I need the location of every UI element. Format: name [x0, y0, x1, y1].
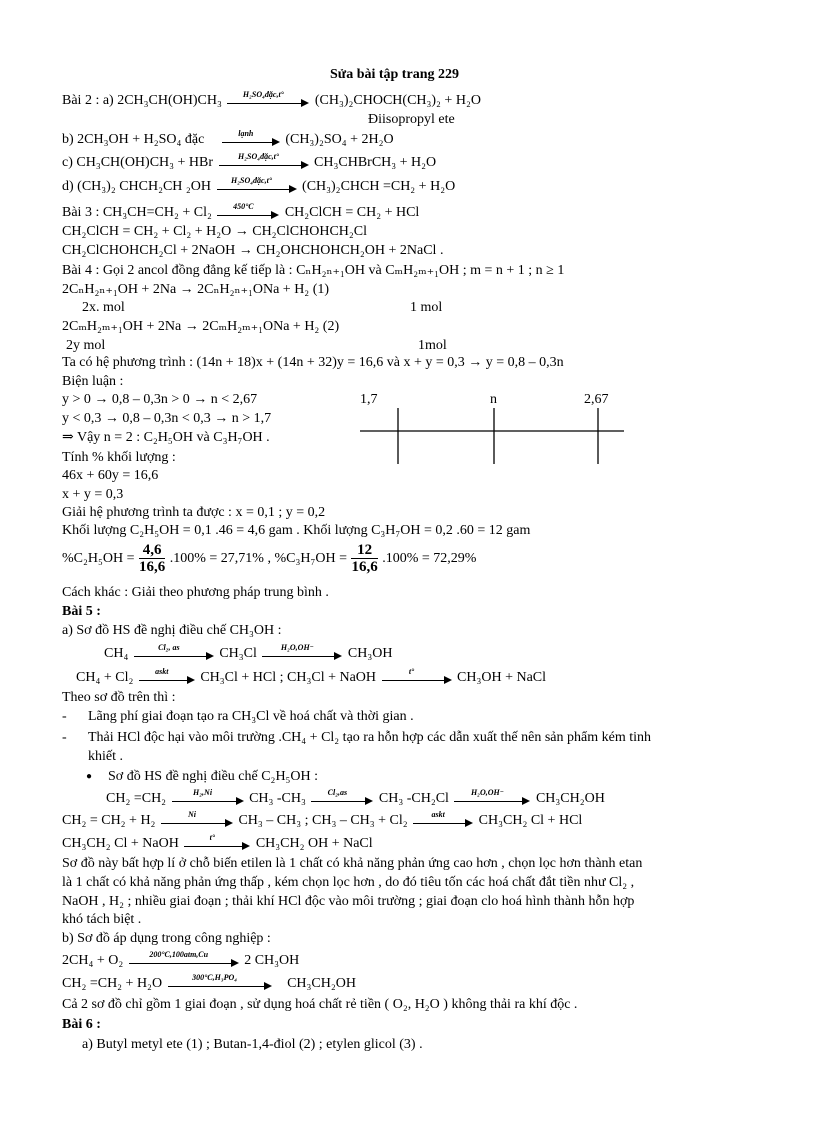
arrow-label: t° [209, 832, 216, 842]
reaction-arrow [161, 809, 233, 829]
arrow-label: askt [431, 809, 445, 819]
frac-den: 16,6 [139, 559, 166, 576]
reaction-arrow [454, 787, 530, 807]
bullet-icon: ● [86, 771, 93, 782]
species: 2 CH₃OH [244, 953, 300, 968]
bai4-intro: Bài 4 : Gọi 2 ancol đồng đẳng kế tiếp là : CₙH₂ₙ₊₁OH và CₘH₂ₘ₊₁OH ; m = n + 1 ; n ≥ 1 [62, 263, 565, 278]
species: CH₃ -CH₃ [249, 791, 306, 806]
eq-4-2: 2CₘH₂ₘ₊₁OH + 2Na → 2CₘH₂ₘ₊₁ONa + H₂ (2) [62, 319, 340, 334]
species: CH₃OH [347, 646, 393, 661]
eq-mol: x + y = 0,3 [62, 487, 124, 502]
cond-1: y > 0 → 0,8 – 0,3n > 0 → n < 2,67 [62, 392, 258, 407]
reaction-arrow [382, 666, 452, 686]
species: CH₄ + Cl₂ [76, 670, 134, 685]
species: CH₃Cl [219, 646, 257, 661]
bai5a: a) Sơ đồ HS đề nghị điều chế CH₃OH : [62, 623, 282, 638]
system-eq: Ta có hệ phương trình : (14n + 18)x + (14n + 32)y = 16,6 và x + y = 0,3 → y = 0,8 – 0,3n [62, 355, 564, 370]
scheme-c2h5oh-detail-1 [62, 809, 583, 830]
species: CH₃CH₂ Cl + NaOH [62, 836, 179, 851]
reaction-arrow [227, 89, 309, 109]
pct-mid: .100% = 27,71% , %C₃H₇OH = [169, 551, 347, 566]
scheme-ch3oh [104, 642, 393, 663]
eq-3a [62, 201, 420, 222]
species: CH₃CH₂OH [287, 976, 356, 991]
species: CH₃ -CH₂Cl [378, 791, 449, 806]
para-1: Sơ đồ này bất hợp lí ở chỗ biến etilen là 1 chất có khả năng phản ứng cao hơn , chọn lọc hơn thành etan [62, 856, 643, 871]
frac-den: 16,6 [351, 559, 378, 576]
reaction-arrow [219, 151, 309, 171]
reaction-arrow [139, 666, 195, 686]
mol-x: 2x. mol [82, 300, 125, 315]
bai5-heading: Bài 5 : [62, 604, 101, 619]
eq-2a-left: Bài 2 : a) 2CH₃CH(OH)CH₃ [62, 93, 222, 108]
reaction-arrow [413, 809, 473, 829]
product-name: Điisopropyl ete [368, 112, 455, 127]
industry-1 [62, 949, 300, 970]
cach-khac: Cách khác : Giải theo phương pháp trung bình . [62, 585, 329, 600]
nl-label-n: n [490, 392, 497, 407]
conclusion-n: ⇒ Vậy n = 2 : C₂H₅OH và C₃H₇OH . [62, 430, 270, 445]
eq-2c [62, 151, 437, 172]
industry-2 [62, 972, 356, 993]
eq-2d-left: d) (CH₃)₂ CHCH₂CH ₂OH [62, 179, 212, 194]
arrow-label: Ni [187, 809, 196, 819]
bai6a: a) Butyl metyl ete (1) ; Butan-1,4-điol (2) ; etylen glicol (3) . [82, 1037, 423, 1052]
species: CH₄ [104, 646, 129, 661]
para-4: khó tách biệt . [62, 912, 142, 927]
mol-1: 1 mol [410, 300, 443, 315]
scheme-c2h5oh-title: Sơ đồ HS đề nghị điều chế C₂H₅OH : [108, 769, 319, 784]
arrow-label: H₂SO₄đặc,t° [238, 151, 280, 161]
bai5b: b) Sơ đồ áp dụng trong công nghiệp : [62, 931, 271, 946]
arrow-label: 200°C,100atm,Cu [149, 949, 209, 959]
arrow-label: 300°C,H₃PO₄ [192, 972, 238, 982]
eq-2c-left: c) CH₃CH(OH)CH₃ + HBr [62, 155, 214, 170]
species: CH₃ – CH₃ ; CH₃ – CH₃ + Cl₂ [238, 813, 408, 828]
arrow-label: H₂SO₄đặc,t° [231, 175, 273, 185]
arrow-label: H₂O,OH⁻ [470, 787, 504, 797]
reaction-arrow [184, 832, 250, 852]
eq-2b [62, 128, 394, 149]
reaction-arrow [168, 972, 272, 992]
species: CH₃CH₂ Cl + HCl [478, 813, 583, 828]
para-2: là 1 chất có khả năng phản ứng thấp , kém chọn lọc hơn , do đó tiêu tốn các hoá chất đắt tiền như Cl₂ , [62, 875, 635, 890]
summary: Cả 2 sơ đồ chỉ gồm 1 giai đoạn , sử dụng hoá chất rẻ tiền ( O₂, H₂O ) không thải ra khí độc . [62, 997, 578, 1012]
theo-so-do: Theo sơ đồ trên thì : [62, 690, 176, 705]
scheme-c2h5oh [106, 787, 605, 808]
species: CH₃CH₂ OH + NaCl [255, 836, 373, 851]
pct-heading: Tính % khối lượng : [62, 450, 176, 465]
mol-2: 1mol [418, 338, 447, 353]
fraction-1 [139, 542, 165, 575]
species: CH₂ =CH₂ + H₂O [62, 976, 163, 991]
reaction-arrow [311, 787, 373, 807]
eq-2b-right: (CH₃)₂SO₄ + 2H₂O [285, 132, 394, 147]
eq-2a-right: (CH₃)₂CHOCH(CH₃)₂ + H₂O [314, 93, 481, 108]
arrow-label: H₂,Ni [193, 787, 213, 797]
eq-3a-left: Bài 3 : CH₃CH=CH₂ + Cl₂ [62, 205, 212, 220]
frac-num: 4,6 [139, 542, 165, 559]
species: CH₂ = CH₂ + H₂ [62, 813, 156, 828]
dash-1: - [62, 709, 67, 724]
eq-3c: CH₂ClCHOHCH₂Cl + 2NaOH → CH₂OHCHOHCH₂OH + 2NaCl . [62, 243, 444, 258]
reaction-arrow [129, 949, 239, 969]
number-line [360, 406, 630, 466]
species: CH₃Cl + HCl ; CH₃Cl + NaOH [200, 670, 377, 685]
arrow-label: 450°C [233, 201, 254, 211]
reaction-arrow [222, 128, 280, 148]
dash-2: - [62, 730, 67, 745]
eq-2d-right: (CH₃)₂CHCH =CH₂ + H₂O [302, 179, 456, 194]
note-2: Thải HCl độc hại vào môi trường .CH₄ + Cl₂ tạo ra hỗn hợp các dẫn xuất thế nên sản phẩm kém tinh [88, 730, 651, 745]
arrow-label: Cl₂, as [158, 642, 180, 652]
eq-3b: CH₂ClCH = CH₂ + Cl₂ + H₂O → CH₂ClCHOHCH₂Cl [62, 224, 368, 239]
cond-2: y < 0,3 → 0,8 – 0,3n < 0,3 → n > 1,7 [62, 411, 272, 426]
nl-label-1: 1,7 [360, 392, 378, 407]
arrow-label: H₂SO₄đặc,t° [242, 89, 284, 99]
mol-y: 2y mol [66, 338, 106, 353]
arrow-label: askt [155, 666, 169, 676]
bai6-heading: Bài 6 : [62, 1017, 101, 1032]
solution: Giải hệ phương trình ta được : x = 0,1 ; y = 0,2 [62, 505, 326, 520]
reaction-arrow [217, 201, 279, 221]
species: CH₂ =CH₂ [106, 791, 167, 806]
eq-2b-left: b) 2CH₃OH + H₂SO₄ đặc [62, 132, 205, 147]
eq-2a [62, 89, 481, 110]
arrow-label: Cl₂,as [327, 787, 348, 797]
masses: Khối lượng C₂H₅OH = 0,1 .46 = 4,6 gam . Khối lượng C₃H₇OH = 0,2 .60 = 12 gam [62, 523, 531, 538]
arrow-label: t° [408, 666, 415, 676]
frac-num: 12 [351, 542, 377, 559]
percent-line [62, 542, 476, 576]
eq-2c-right: CH₃CHBrCH₃ + H₂O [314, 155, 437, 170]
arrow-label: lạnh [238, 128, 254, 138]
pct-left: %C₂H₅OH = [62, 551, 135, 566]
species: 2CH₄ + O₂ [62, 953, 124, 968]
arrow-label: H₂O,OH⁻ [280, 642, 314, 652]
eq-3a-right: CH₂ClCH = CH₂ + HCl [284, 205, 420, 220]
eq-4-1: 2CₙH₂ₙ₊₁OH + 2Na → 2CₙH₂ₙ₊₁ONa + H₂ (1) [62, 282, 330, 297]
reaction-arrow [262, 642, 342, 662]
bien-luan: Biện luận : [62, 374, 124, 389]
reaction-arrow [134, 642, 214, 662]
nl-label-2: 2,67 [584, 392, 609, 407]
eq-mass: 46x + 60y = 16,6 [62, 468, 159, 483]
para-3: NaOH , H₂ ; nhiều giai đoạn ; thải khí HCl độc vào môi trường ; giai đoạn clo hoá hình thành hỗn hợp [62, 894, 635, 909]
reaction-arrow [172, 787, 244, 807]
page-title: Sửa bài tập trang 229 [330, 67, 459, 82]
fraction-2 [351, 542, 377, 575]
pct-right: .100% = 72,29% [382, 551, 477, 566]
note-2-cont: khiết . [88, 749, 123, 764]
eq-2d [62, 175, 456, 196]
species: CH₃CH₂OH [535, 791, 605, 806]
scheme-ch3oh-detail [76, 666, 547, 687]
note-1: Lãng phí giai đoạn tạo ra CH₃Cl về hoá chất và thời gian . [88, 709, 414, 724]
scheme-c2h5oh-detail-2 [62, 832, 373, 853]
species: CH₃OH + NaCl [457, 670, 547, 685]
reaction-arrow [217, 175, 297, 195]
